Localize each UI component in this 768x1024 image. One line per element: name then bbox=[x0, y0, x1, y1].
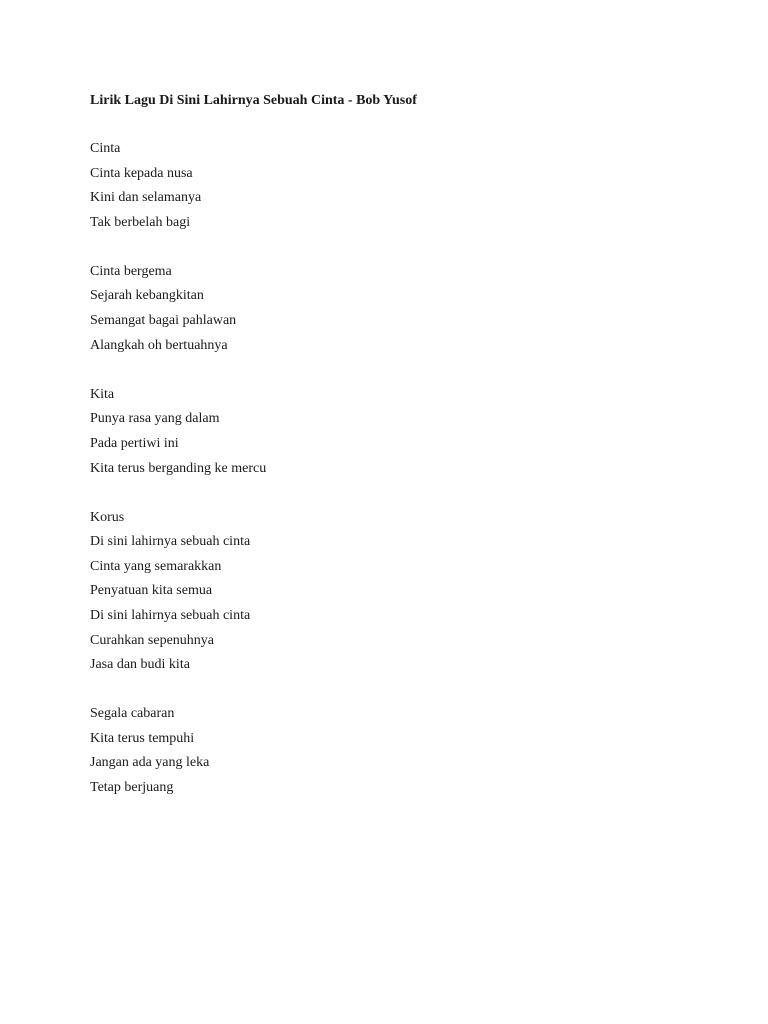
lyric-line: Cinta bbox=[90, 141, 121, 156]
document-title: Lirik Lagu Di Sini Lahirnya Sebuah Cinta - Bob Yusof bbox=[90, 93, 417, 108]
stanza-3 bbox=[90, 383, 710, 481]
lyric-line: Alangkah oh bertuahnya bbox=[90, 337, 228, 353]
lyric-line: Di sini lahirnya sebuah cinta bbox=[90, 534, 251, 550]
lyric-line: Penyatuan kita semua bbox=[90, 583, 213, 599]
lyric-line: Cinta yang semarakkan bbox=[90, 558, 222, 574]
lyric-line: Kita bbox=[90, 386, 115, 402]
lyric-line: Jangan ada yang leka bbox=[90, 755, 210, 771]
lyric-line: Kita terus berganding ke mercu bbox=[90, 460, 267, 476]
lyric-line: Curahkan sepenuhnya bbox=[90, 632, 215, 648]
lyric-line: Pada pertiwi ini bbox=[90, 435, 179, 451]
lyric-line: Kita terus tempuhi bbox=[90, 730, 195, 746]
lyric-line: Segala cabaran bbox=[90, 706, 175, 722]
stanza-4-chorus bbox=[90, 506, 710, 678]
lyric-line: Tak berbelah bagi bbox=[90, 214, 191, 230]
lyric-line: Cinta bergema bbox=[90, 263, 172, 279]
lyric-line: Jasa dan budi kita bbox=[90, 657, 190, 673]
lyric-line: Sejarah kebangkitan bbox=[90, 288, 204, 304]
stanza-1 bbox=[90, 137, 710, 235]
lyric-line: Tetap berjuang bbox=[90, 780, 174, 796]
lyric-line: Kini dan selamanya bbox=[90, 190, 202, 206]
lyric-line: Di sini lahirnya sebuah cinta bbox=[90, 608, 251, 623]
stanza-2 bbox=[90, 260, 710, 358]
lyric-line: Semangat bagai pahlawan bbox=[90, 313, 237, 329]
lyric-line: Punya rasa yang dalam bbox=[90, 411, 220, 427]
chorus-label: Korus bbox=[90, 509, 125, 525]
lyric-line: Cinta kepada nusa bbox=[90, 165, 193, 181]
document-page bbox=[90, 89, 710, 825]
stanza-5 bbox=[90, 702, 710, 800]
